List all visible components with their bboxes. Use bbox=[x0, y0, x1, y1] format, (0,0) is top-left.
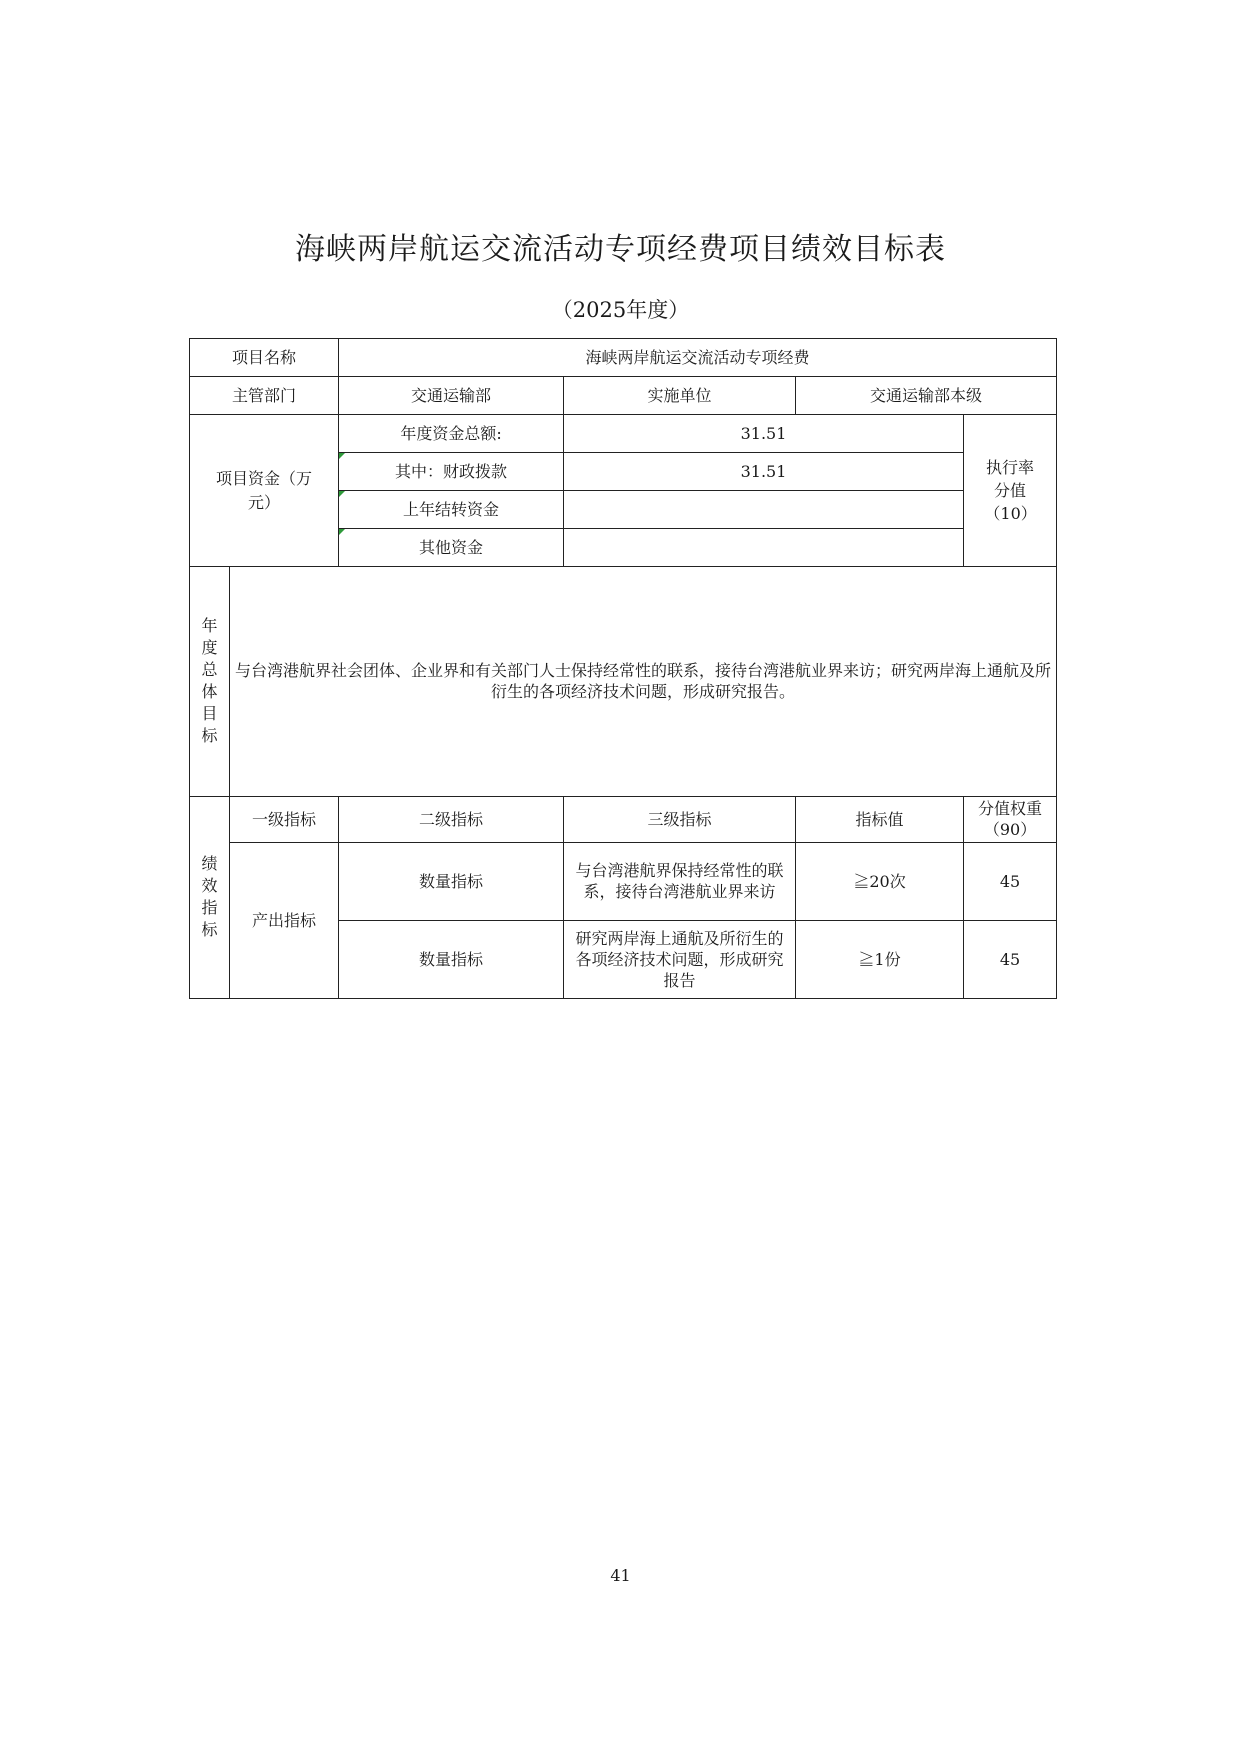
page-number: 41 bbox=[610, 1566, 631, 1585]
header-level3: 三级指标 bbox=[564, 796, 796, 842]
goal-text: 与台湾港航界社会团体、企业界和有关部门人士保持经常性的联系，接待台湾港航业界来访；研究两岸海上通航及所衍生的各项经济技术问题，形成研究报告。 bbox=[230, 567, 1057, 796]
table-row bbox=[190, 842, 1057, 920]
row-funds-total bbox=[190, 415, 1057, 453]
row-indicator-headers bbox=[190, 796, 1057, 842]
funds-fiscal-value: 31.51 bbox=[564, 453, 964, 491]
funds-carryover-value bbox=[564, 491, 964, 529]
funds-label-text: 项目资金（万元） bbox=[215, 468, 312, 512]
header-value: 指标值 bbox=[796, 796, 964, 842]
dept-label: 主管部门 bbox=[190, 377, 339, 415]
funds-total-value: 31.51 bbox=[564, 415, 964, 453]
header-weight-text: 分值权重（90） bbox=[978, 799, 1043, 840]
dept-value: 交通运输部 bbox=[339, 377, 564, 415]
impl-label: 实施单位 bbox=[564, 377, 796, 415]
indicator-level2: 数量指标 bbox=[339, 920, 564, 998]
funds-total-label: 年度资金总额: bbox=[339, 415, 564, 453]
page-subtitle: （2025年度） bbox=[551, 298, 690, 322]
indicator-value: ≧20次 bbox=[796, 842, 964, 920]
indicator-level3: 研究两岸海上通航及所衍生的各项经济技术问题，形成研究报告 bbox=[564, 920, 796, 998]
funds-other-label: 其他资金 bbox=[339, 529, 564, 567]
row-project-name bbox=[190, 339, 1057, 377]
funds-fiscal-label: 其中：财政拨款 bbox=[339, 453, 564, 491]
goal-label bbox=[190, 567, 230, 796]
page-title: 海峡两岸航运交流活动专项经费项目绩效目标表 bbox=[295, 232, 946, 267]
indicator-level1: 产出指标 bbox=[230, 842, 339, 998]
indicator-level2: 数量指标 bbox=[339, 842, 564, 920]
impl-value: 交通运输部本级 bbox=[796, 377, 1057, 415]
indicator-weight: 45 bbox=[964, 920, 1057, 998]
exec-rate-label bbox=[964, 415, 1057, 567]
row-department bbox=[190, 377, 1057, 415]
header-weight bbox=[964, 796, 1057, 842]
indicator-weight: 45 bbox=[964, 842, 1057, 920]
header-level1: 一级指标 bbox=[230, 796, 339, 842]
perf-label bbox=[190, 796, 230, 998]
goal-label-text: 年度总体目标 bbox=[201, 616, 218, 746]
perf-label-text: 绩效指标 bbox=[201, 854, 218, 940]
performance-target-table bbox=[189, 338, 1057, 999]
project-name-label: 项目名称 bbox=[190, 339, 339, 377]
project-name-value: 海峡两岸航运交流活动专项经费 bbox=[339, 339, 1057, 377]
exec-rate-text: 执行率分值（10） bbox=[984, 458, 1037, 524]
funds-label bbox=[190, 415, 339, 567]
funds-carryover-label: 上年结转资金 bbox=[339, 491, 564, 529]
indicator-value: ≧1份 bbox=[796, 920, 964, 998]
row-annual-goal bbox=[190, 567, 1057, 796]
funds-other-value bbox=[564, 529, 964, 567]
indicator-level3: 与台湾港航界保持经常性的联系，接待台湾港航业界来访 bbox=[564, 842, 796, 920]
header-level2: 二级指标 bbox=[339, 796, 564, 842]
